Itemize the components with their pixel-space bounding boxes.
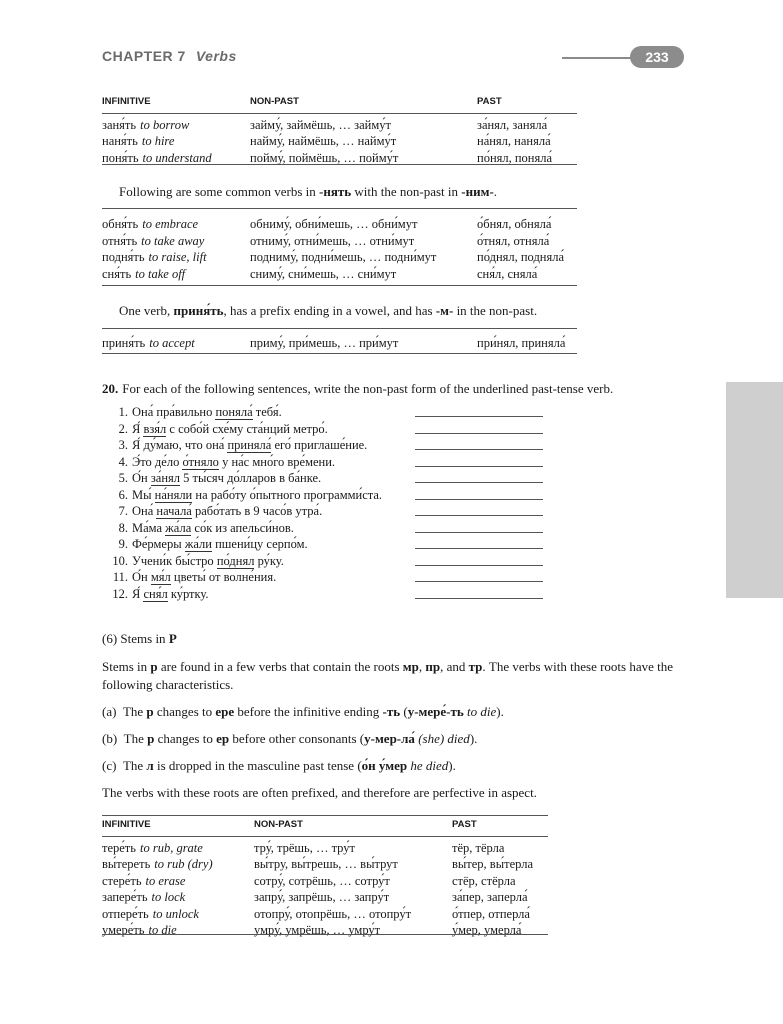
header-rule — [562, 57, 638, 59]
note-text: . — [493, 184, 498, 199]
non-past-cell: вы́тру, вы́трешь, … вы́трут — [254, 857, 398, 871]
item-number: 12. — [112, 586, 128, 601]
answer-blank[interactable] — [415, 515, 543, 516]
note-text: One verb, — [119, 303, 174, 318]
infinitive-cell — [102, 856, 254, 873]
intro-bold: тр — [468, 659, 483, 674]
infinitive-cell — [102, 889, 254, 906]
rule-text: changes to — [154, 731, 217, 746]
non-past-cell: пойму́, поймёшь, … пойму́т — [250, 150, 399, 165]
underlined-verb: жа́ла — [165, 520, 192, 535]
rule-label: (b) — [102, 731, 118, 746]
item-text: пшени́цу серпо́м. — [211, 537, 308, 551]
table-4-bottom-rule — [102, 934, 548, 935]
item-text: 5 ты́сяч до́лларов в ба́нке. — [180, 471, 322, 485]
intro-text: are found in a few verbs that contain the roots — [157, 659, 403, 674]
rule-italic: (she) died — [414, 731, 470, 746]
note-text: in the non-past. — [453, 303, 538, 318]
table-row — [102, 233, 577, 250]
answer-blank[interactable] — [415, 499, 543, 500]
section-intro — [102, 658, 692, 694]
rule-text: The — [122, 704, 147, 719]
rule-bold: о́н у́мер — [361, 758, 408, 773]
rule-bold: ер — [216, 731, 230, 746]
table-4-body — [102, 836, 548, 939]
table-row — [102, 873, 548, 890]
intro-bold: пр — [425, 659, 441, 674]
item-text: Я́ ду́маю, что она́ — [132, 438, 228, 452]
underlined-verb: жа́ли — [184, 537, 212, 551]
item-number: 7. — [118, 504, 128, 518]
chapter-label: CHAPTER 7 — [102, 48, 186, 64]
col-past: PAST — [452, 816, 548, 837]
item-text: Фе́рмеры — [132, 537, 185, 551]
past-cell: по́нял, поняла́ — [477, 150, 553, 165]
non-past-cell: тру́, трёшь, … тру́т — [254, 840, 355, 855]
underlined-verb: сня́л — [143, 586, 168, 601]
infinitive-gloss: to understand — [142, 150, 212, 165]
item-text: цветы́ от волне́ния. — [170, 570, 277, 584]
item-text: ру́ку. — [254, 553, 284, 568]
rule-bold: ере — [215, 704, 235, 719]
infinitive-word: запере́ть — [102, 890, 148, 904]
table-row — [102, 889, 548, 906]
infinitive-cell — [102, 233, 250, 250]
infinitive-gloss: to accept — [149, 336, 195, 350]
item-text: у на́с мно́го вре́мени. — [218, 454, 336, 469]
underlined-verb: взя́л — [143, 421, 167, 436]
note-bold: -м- — [435, 303, 454, 318]
infinitive-word: тере́ть — [102, 840, 136, 855]
note-prinyat — [119, 302, 537, 320]
exercise-item — [102, 520, 382, 537]
past-cell: о́бнял, обняла́ — [477, 217, 552, 231]
rule-text: The — [122, 758, 147, 773]
infinitive-gloss: to rub (dry) — [154, 857, 213, 871]
item-text: Учени́к бы́стро — [132, 553, 217, 568]
note-bold: -нять — [319, 184, 352, 199]
infinitive-gloss: to rub, grate — [139, 840, 203, 855]
table-3-top-rule — [102, 328, 577, 329]
non-past-cell: займу́, займёшь, … займу́т — [250, 117, 391, 132]
infinitive-cell — [102, 873, 254, 890]
rule-text: before other consonants ( — [229, 731, 365, 746]
infinitive-word: отпере́ть — [102, 906, 149, 921]
exercise-item — [102, 503, 382, 520]
underlined-verb: приняла́ — [227, 438, 272, 452]
intro-text: , and — [440, 659, 469, 674]
exercise-item — [102, 586, 382, 603]
note-bold: приня́ть — [173, 303, 224, 318]
non-past-cell: умру́, умрёшь, … умру́т — [254, 923, 381, 937]
item-text: Э́то де́ло — [132, 454, 183, 469]
infinitive-cell — [102, 113, 250, 133]
non-past-cell: сниму́, сни́мешь, … сни́мут — [250, 266, 397, 281]
infinitive-gloss: to die — [148, 923, 177, 937]
item-text: ку́ртку. — [167, 586, 209, 601]
infinitive-gloss: to take away — [141, 233, 205, 248]
rule-bold: у-мер-ла́ — [364, 731, 415, 746]
item-number: 1. — [118, 405, 128, 419]
past-cell: тёр, тёрла — [452, 840, 505, 855]
answer-blank[interactable] — [415, 449, 543, 450]
answer-blank[interactable] — [415, 532, 543, 533]
answer-blank[interactable] — [415, 466, 543, 467]
infinitive-word: обня́ть — [102, 217, 139, 231]
col-non-past: NON-PAST — [250, 93, 477, 113]
table-row — [102, 922, 548, 939]
answer-blank[interactable] — [415, 581, 543, 582]
item-number: 10. — [112, 553, 128, 568]
table-4 — [102, 815, 548, 939]
section-outro: The verbs with these roots are often prefixed, and therefore are perfective in aspect. — [102, 785, 537, 800]
col-infinitive: INFINITIVE — [102, 93, 250, 113]
note-text: , has a prefix ending in a vowel, and has — [223, 303, 436, 318]
chapter-section: Verbs — [195, 48, 237, 64]
infinitive-gloss: to hire — [141, 134, 175, 148]
table-row — [102, 906, 548, 923]
underlined-verb: по́днял — [216, 553, 255, 568]
exercise-item — [102, 454, 382, 471]
item-number: 11. — [112, 570, 128, 584]
answer-blank[interactable] — [415, 565, 543, 566]
exercise-item — [102, 437, 382, 454]
intro-text: . The verbs with these roots have the following characteristics. — [102, 659, 674, 692]
table-row — [102, 856, 548, 873]
rule-text: is dropped in the masculine past tense ( — [153, 758, 362, 773]
past-cell: по́днял, подняла́ — [477, 250, 565, 264]
infinitive-gloss: to borrow — [140, 117, 190, 132]
past-cell: при́нял, приняла́ — [477, 336, 566, 350]
item-text: тебя́. — [252, 405, 282, 419]
non-past-cell: обниму́, обни́мешь, … обни́мут — [250, 217, 418, 231]
intro-text: Stems in — [102, 659, 151, 674]
col-non-past: NON-PAST — [254, 816, 452, 837]
past-cell: вы́тер, вы́терла — [452, 857, 533, 871]
table-2 — [102, 213, 577, 282]
infinitive-cell — [102, 249, 250, 266]
exercise-item — [102, 569, 382, 586]
page-number: 233 — [630, 46, 684, 68]
exercise-item — [102, 536, 382, 553]
col-infinitive: INFINITIVE — [102, 816, 254, 837]
infinitive-gloss: to take off — [135, 266, 186, 281]
exercise-heading — [102, 381, 702, 397]
intro-bold: мр — [402, 659, 419, 674]
item-number: 2. — [118, 421, 128, 436]
infinitive-word: вы́тереть — [102, 857, 151, 871]
table-row — [102, 113, 577, 133]
item-text: со́к из апельси́нов. — [191, 520, 294, 535]
table-3-body — [102, 332, 577, 352]
answer-blank[interactable] — [415, 433, 543, 434]
table-row — [102, 266, 577, 283]
infinitive-cell — [102, 906, 254, 923]
table-row — [102, 213, 577, 233]
rule-bold: у-мере́-ть — [407, 704, 464, 719]
infinitive-word: умере́ть — [102, 923, 145, 937]
infinitive-cell — [102, 213, 250, 233]
infinitive-cell — [102, 266, 250, 283]
item-number: 3. — [118, 438, 128, 452]
item-text: на рабо́ту о́пытного программи́ста. — [192, 487, 383, 502]
infinitive-word: заня́ть — [102, 117, 137, 132]
past-cell: на́нял, наняла́ — [477, 134, 551, 148]
rule-c — [102, 757, 456, 775]
underlined-verb: на́няли — [154, 487, 193, 502]
rule-a — [102, 703, 504, 721]
table-header-row — [102, 816, 548, 837]
answer-blank[interactable] — [415, 416, 543, 417]
rule-text: ). — [448, 758, 456, 773]
table-2-body — [102, 213, 577, 282]
table-3-bottom-rule — [102, 353, 577, 354]
item-text: его́ приглаше́ние. — [271, 438, 368, 452]
infinitive-cell — [102, 133, 250, 150]
item-text: Она́ — [132, 504, 157, 518]
infinitive-word: подня́ть — [102, 250, 145, 264]
past-cell: за́пер, заперла́ — [452, 890, 528, 904]
non-past-cell: запру́, запрёшь, … запру́т — [254, 890, 390, 904]
note-bold: -ним- — [461, 184, 494, 199]
rule-text: ). — [469, 731, 478, 746]
exercise-number: 20. — [102, 381, 119, 396]
exercise-list — [102, 404, 382, 602]
item-text: Ма́ма — [132, 520, 166, 535]
table-row — [102, 249, 577, 266]
infinitive-word: приня́ть — [102, 336, 146, 350]
exercise-item — [102, 404, 382, 421]
answer-blank[interactable] — [415, 548, 543, 549]
item-number: 6. — [118, 487, 128, 502]
col-past: PAST — [477, 93, 577, 113]
non-past-cell: подниму́, подни́мешь, … подни́мут — [250, 250, 437, 264]
past-cell: стёр, стёрла — [452, 873, 516, 888]
infinitive-cell — [102, 332, 250, 352]
infinitive-gloss: to lock — [151, 890, 186, 904]
exercise-instruction: For each of the following sentences, write the non-past form of the underlined past-tense verb. — [122, 381, 614, 396]
item-text: О́н — [132, 570, 151, 584]
past-cell: о́тнял, отняла́ — [477, 233, 550, 248]
rule-text: The — [123, 731, 148, 746]
infinitive-gloss: to raise, lift — [148, 250, 207, 264]
table-2-bottom-rule — [102, 285, 577, 286]
exercise-item — [102, 421, 382, 438]
table-1-bottom-rule — [102, 164, 577, 165]
non-past-cell: отопру́, отопрёшь, … отопру́т — [254, 906, 412, 921]
underlined-verb: за́нял — [150, 471, 181, 485]
rule-bold: л — [146, 758, 154, 773]
exercise-item — [102, 470, 382, 487]
item-text: с собо́й схе́му ста́нций метро́. — [166, 421, 328, 436]
rule-b — [102, 730, 477, 748]
non-past-cell: приму́, при́мешь, … при́мут — [250, 336, 399, 350]
rule-italic: to die — [463, 704, 497, 719]
item-number: 9. — [118, 537, 128, 551]
section-heading-text: (6) Stems in — [102, 631, 169, 646]
note-nyat — [119, 183, 497, 201]
past-cell: у́мер, умерла́ — [452, 923, 522, 937]
infinitive-gloss: to unlock — [152, 906, 199, 921]
chapter-header — [102, 48, 237, 64]
rule-text: ). — [496, 704, 504, 719]
item-text: О́н — [132, 471, 151, 485]
exercise-item — [102, 553, 382, 570]
underlined-verb: поняла́ — [215, 405, 253, 419]
table-row — [102, 133, 577, 150]
rule-label: (c) — [102, 758, 117, 773]
side-thumb-tab — [726, 382, 783, 598]
infinitive-word: наня́ть — [102, 134, 138, 148]
infinitive-word: стере́ть — [102, 873, 142, 888]
exercise-item — [102, 487, 382, 504]
underlined-verb: мя́л — [150, 570, 171, 584]
past-cell: сня́л, сняла́ — [477, 266, 538, 281]
infinitive-word: сня́ть — [102, 266, 132, 281]
past-cell: за́нял, заняла́ — [477, 117, 548, 132]
rule-label: (a) — [102, 704, 117, 719]
non-past-cell: отниму́, отни́мешь, … отни́мут — [250, 233, 415, 248]
answer-blank[interactable] — [415, 598, 543, 599]
infinitive-word: отня́ть — [102, 233, 138, 248]
item-text: рабо́тать в 9 часо́в утра́. — [191, 504, 323, 518]
rule-bold: р — [147, 731, 155, 746]
section-heading — [102, 630, 177, 648]
non-past-cell: сотру́, сотрёшь, … сотру́т — [254, 873, 390, 888]
intro-text: , — [418, 659, 426, 674]
intro-bold: р — [150, 659, 158, 674]
infinitive-gloss: to embrace — [142, 217, 199, 231]
rule-text: before the infinitive ending — [234, 704, 383, 719]
note-text: with the non-past in — [351, 184, 462, 199]
item-text: Она́ пра́вильно — [132, 405, 216, 419]
rule-text: ( — [400, 704, 408, 719]
table-1 — [102, 93, 577, 166]
infinitive-cell — [102, 836, 254, 856]
infinitive-word: поня́ть — [102, 150, 139, 165]
item-number: 8. — [118, 520, 128, 535]
item-number: 4. — [118, 454, 128, 469]
table-1-body — [102, 113, 577, 166]
item-text: Мы́ — [132, 487, 155, 502]
item-number: 5. — [118, 471, 128, 485]
rule-bold: -ть — [382, 704, 401, 719]
rule-bold: р — [146, 704, 154, 719]
table-row — [102, 836, 548, 856]
section-heading-bold: Р — [168, 631, 177, 646]
item-text: Я́ — [132, 421, 144, 436]
underlined-verb: начала́ — [156, 504, 192, 518]
answer-blank[interactable] — [415, 482, 543, 483]
table-2-top-rule — [102, 208, 577, 209]
infinitive-cell — [102, 922, 254, 939]
infinitive-gloss: to erase — [145, 873, 186, 888]
underlined-verb: о́тняло — [182, 454, 219, 469]
table-row — [102, 332, 577, 352]
rule-text: changes to — [153, 704, 216, 719]
note-text: Following are some common verbs in — [119, 184, 320, 199]
table-3 — [102, 332, 577, 352]
table-header-row — [102, 93, 577, 113]
non-past-cell: найму́, наймёшь, … найму́т — [250, 134, 397, 148]
rule-italic: he died — [407, 758, 449, 773]
item-text: Я́ — [132, 586, 144, 601]
past-cell: о́тпер, отперла́ — [452, 906, 530, 921]
